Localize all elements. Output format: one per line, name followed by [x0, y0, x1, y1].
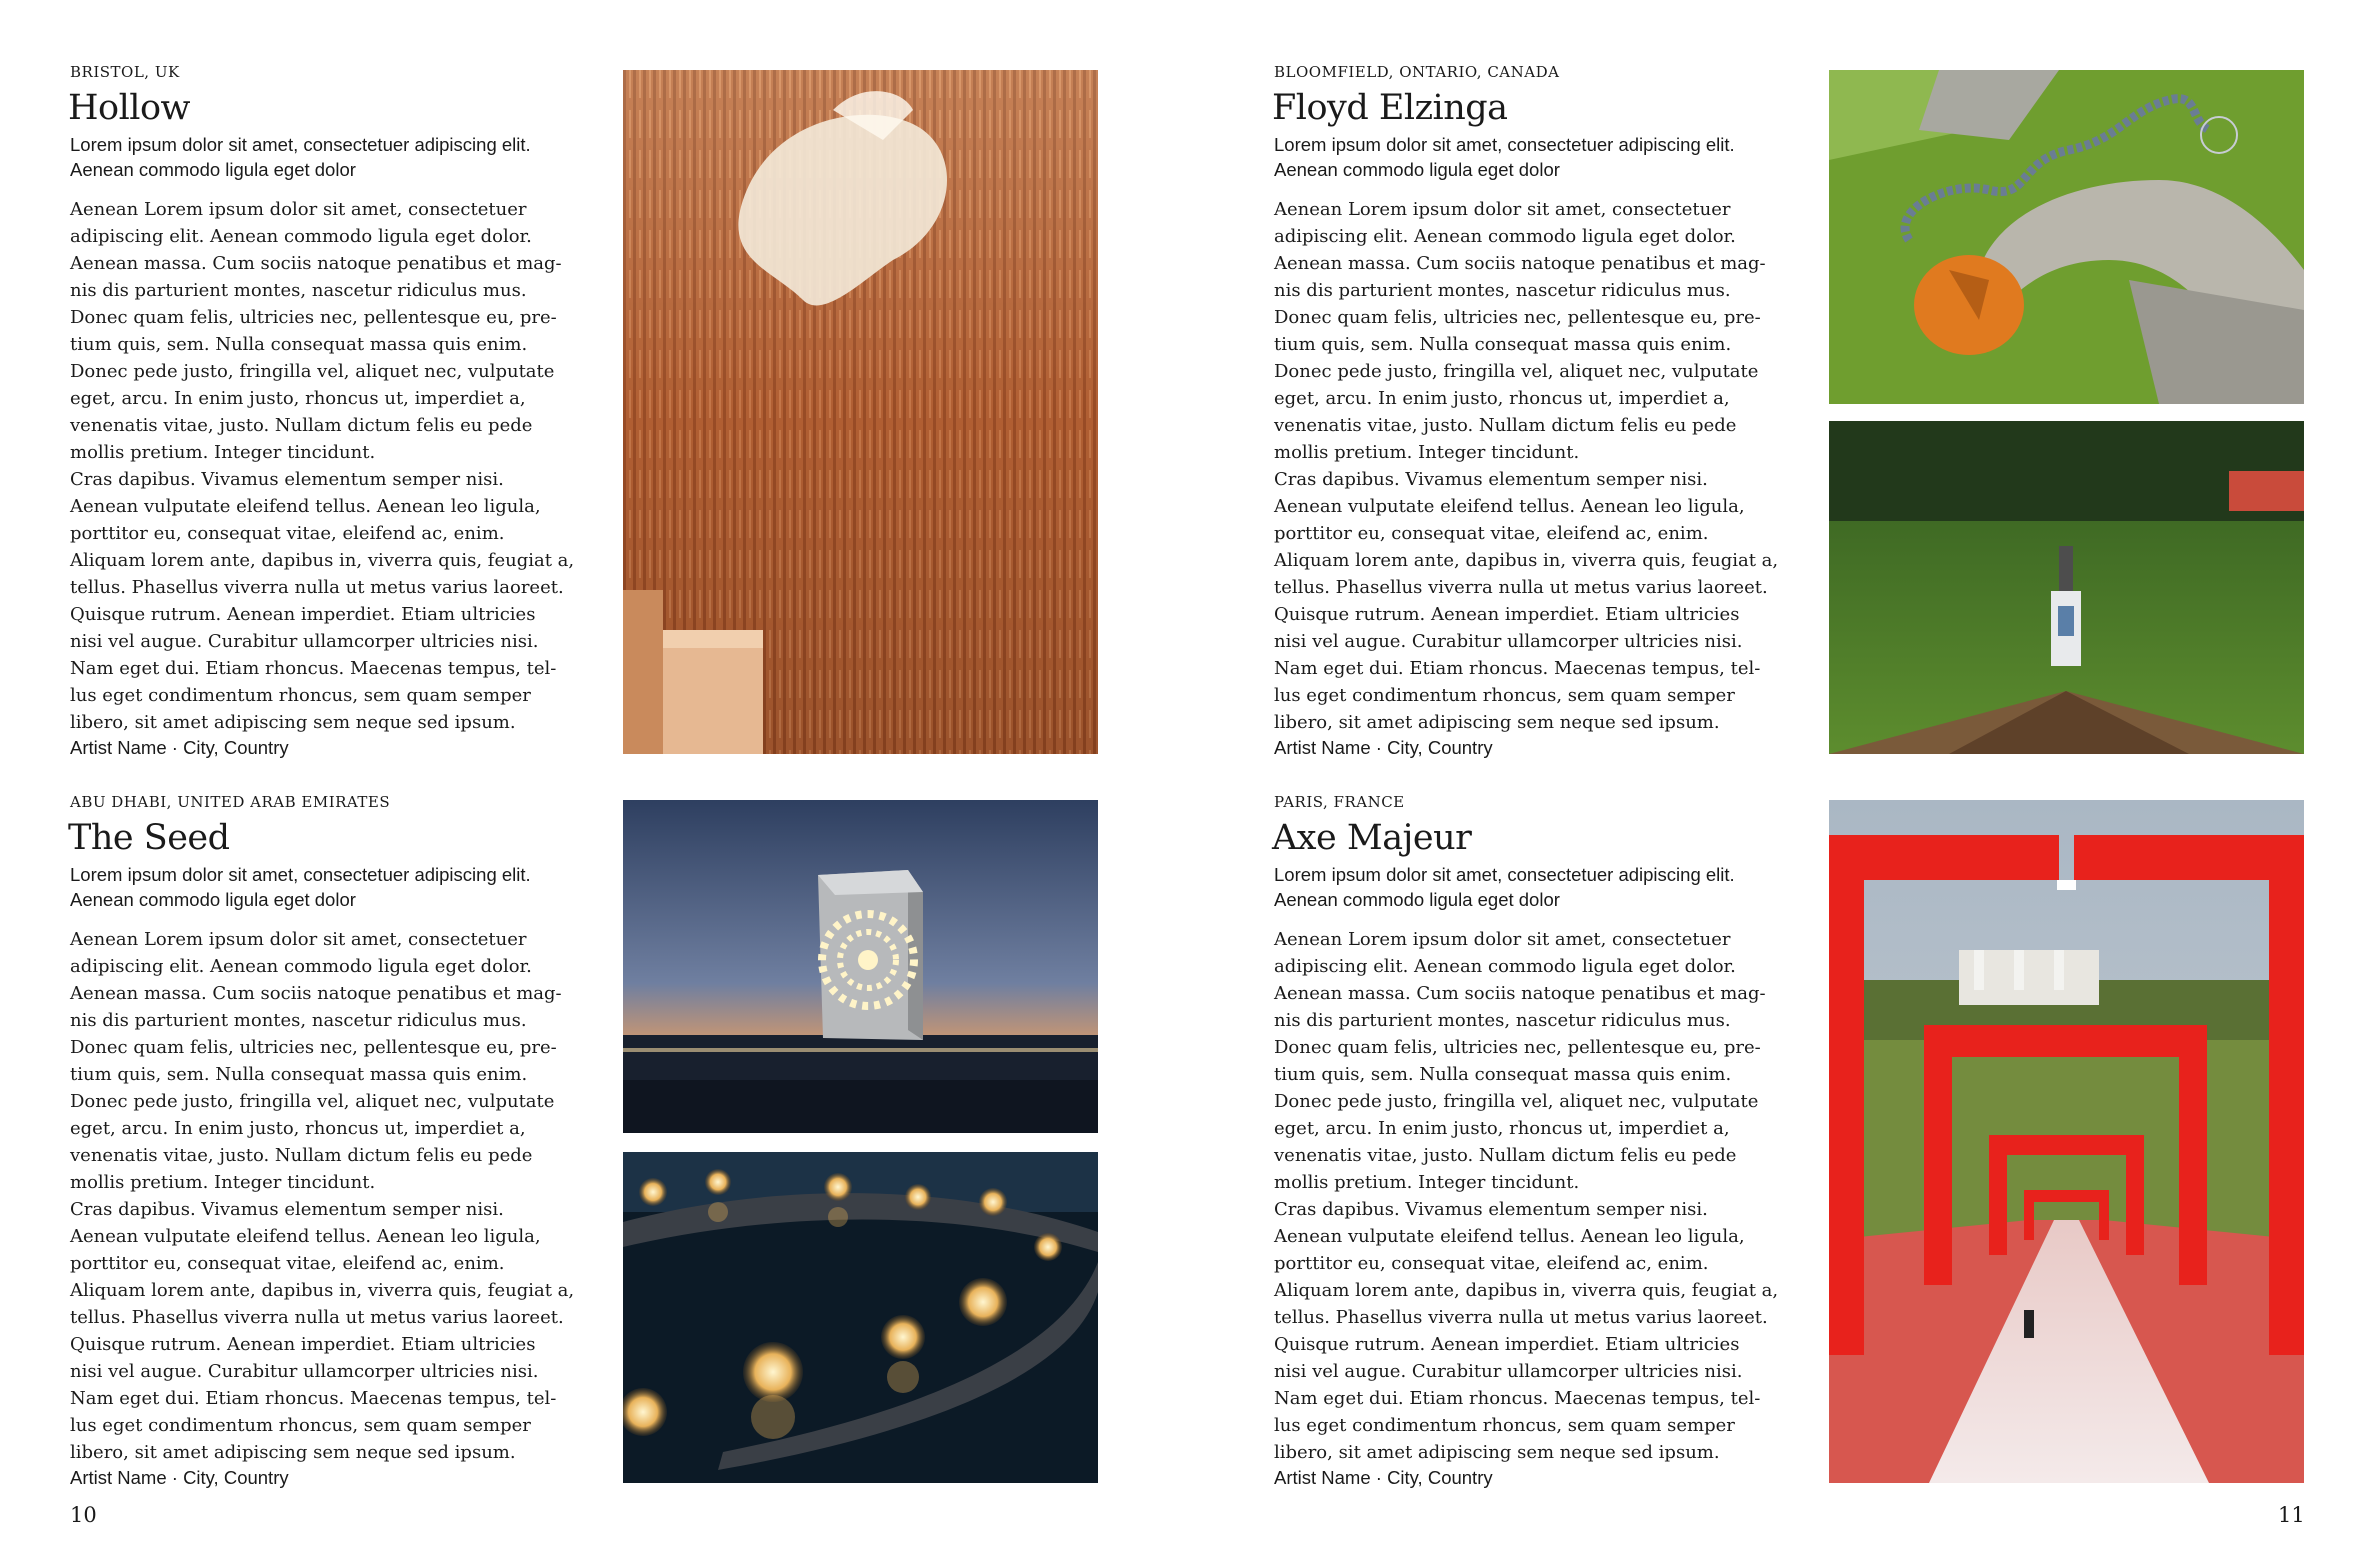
- entry-credit: Artist Name · City, Country: [1274, 1467, 1493, 1488]
- entry-body: Aenean Lorem ipsum dolor sit amet, consectetuer adipiscing elit. Aenean commodo ligula eget dolor. Aenean massa. Cum sociis natoque penatibus et mag- nis dis parturient montes, nascetur ridiculus mus. Donec quam felis, ultricies nec, pellentesque eu, pre- tium quis, sem. Nulla consequat massa quis enim. Donec pede justo, fringilla vel, aliquet nec, vulputate eget, arcu. In enim justo, rhoncus ut, imperdiet a, venenatis vitae, justo. Nullam dictum felis eu pede mollis pretium. Integer tincidunt. Cras dapibus. Vivamus elementum semper nisi. Aenean vulputate eleifend tellus. Aenean leo ligula, porttitor eu, consequat vitae, eleifend ac, enim. Aliquam lorem ante, dapibus in, viverra quis, feugiat a, tellus. Phasellus viverra nulla ut metus varius laoreet. Quisque rutrum. Aenean imperdiet. Etiam ultricies nisi vel augue. Curabitur ullamcorper ultricies nisi. Nam eget dui. Etiam rhoncus. Maecenas tempus, tel- lus eget condimentum rhoncus, sem quam semper libero, sit amet adipiscing sem neque sed ipsum.: [1274, 199, 1779, 733]
- entry-credit: Artist Name · City, Country: [1274, 737, 1493, 758]
- photo-axe-majeur-red-arches: [1829, 800, 2304, 1483]
- entry-location: BRISTOL, UK: [70, 63, 180, 81]
- entry-credit: Artist Name · City, Country: [70, 1467, 289, 1488]
- entry-the-seed: [68, 792, 588, 1490]
- entry-body: Aenean Lorem ipsum dolor sit amet, consectetuer adipiscing elit. Aenean commodo ligula eget dolor. Aenean massa. Cum sociis natoque penatibus et mag- nis dis parturient montes, nascetur ridiculus mus. Donec quam felis, ultricies nec, pellentesque eu, pre- tium quis, sem. Nulla consequat massa quis enim. Donec pede justo, fringilla vel, aliquet nec, vulputate eget, arcu. In enim justo, rhoncus ut, imperdiet a, venenatis vitae, justo. Nullam dictum felis eu pede mollis pretium. Integer tincidunt. Cras dapibus. Vivamus elementum semper nisi. Aenean vulputate eleifend tellus. Aenean leo ligula, porttitor eu, consequat vitae, eleifend ac, enim. Aliquam lorem ante, dapibus in, viverra quis, feugiat a, tellus. Phasellus viverra nulla ut metus varius laoreet. Quisque rutrum. Aenean imperdiet. Etiam ultricies nisi vel augue. Curabitur ullamcorper ultricies nisi. Nam eget dui. Etiam rhoncus. Maecenas tempus, tel- lus eget condimentum rhoncus, sem quam semper libero, sit amet adipiscing sem neque sed ipsum.: [70, 199, 575, 733]
- entry-lede: Lorem ipsum dolor sit amet, consectetuer adipiscing elit. Aenean commodo ligula eget dolor: [1274, 864, 1735, 910]
- entry-body: Aenean Lorem ipsum dolor sit amet, consectetuer adipiscing elit. Aenean commodo ligula eget dolor. Aenean massa. Cum sociis natoque penatibus et mag- nis dis parturient montes, nascetur ridiculus mus. Donec quam felis, ultricies nec, pellentesque eu, pre- tium quis, sem. Nulla consequat massa quis enim. Donec pede justo, fringilla vel, aliquet nec, vulputate eget, arcu. In enim justo, rhoncus ut, imperdiet a, venenatis vitae, justo. Nullam dictum felis eu pede mollis pretium. Integer tincidunt. Cras dapibus. Vivamus elementum semper nisi. Aenean vulputate eleifend tellus. Aenean leo ligula, porttitor eu, consequat vitae, eleifend ac, enim. Aliquam lorem ante, dapibus in, viverra quis, feugiat a, tellus. Phasellus viverra nulla ut metus varius laoreet. Quisque rutrum. Aenean imperdiet. Etiam ultricies nisi vel augue. Curabitur ullamcorper ultricies nisi. Nam eget dui. Etiam rhoncus. Maecenas tempus, tel- lus eget condimentum rhoncus, sem quam semper libero, sit amet adipiscing sem neque sed ipsum.: [1274, 929, 1779, 1463]
- photo-floyd-lawn-pipe: [1829, 421, 2304, 754]
- entry-location: ABU DHABI, UNITED ARAB EMIRATES: [70, 793, 391, 811]
- photo-seed-cube: [623, 800, 1098, 1133]
- entry-title: The Seed: [68, 818, 230, 858]
- entry-lede: Lorem ipsum dolor sit amet, consectetuer adipiscing elit. Aenean commodo ligula eget dolor: [1274, 134, 1735, 180]
- entry-hollow: [68, 62, 588, 760]
- entry-credit: Artist Name · City, Country: [70, 737, 289, 758]
- photo-seed-glowing-spheres: [623, 1152, 1098, 1483]
- entry-title: Axe Majeur: [1272, 818, 1472, 858]
- entry-location: PARIS, FRANCE: [1274, 793, 1405, 811]
- page-number-right: 11: [2278, 1503, 2305, 1527]
- entry-title: Floyd Elzinga: [1272, 88, 1508, 128]
- entry-lede: Lorem ipsum dolor sit amet, consectetuer adipiscing elit. Aenean commodo ligula eget dolor: [70, 134, 531, 180]
- entry-title: Hollow: [68, 88, 191, 128]
- entry-floyd-elzinga: [1272, 62, 1792, 760]
- entry-axe-majeur: [1272, 792, 1792, 1490]
- entry-lede: Lorem ipsum dolor sit amet, consectetuer adipiscing elit. Aenean commodo ligula eget dolor: [70, 864, 531, 910]
- photo-hollow-wood-installation: [623, 70, 1098, 754]
- entry-location: BLOOMFIELD, ONTARIO, CANADA: [1274, 63, 1560, 81]
- page-number-left: 10: [70, 1503, 97, 1527]
- entry-body: Aenean Lorem ipsum dolor sit amet, consectetuer adipiscing elit. Aenean commodo ligula eget dolor. Aenean massa. Cum sociis natoque penatibus et mag- nis dis parturient montes, nascetur ridiculus mus. Donec quam felis, ultricies nec, pellentesque eu, pre- tium quis, sem. Nulla consequat massa quis enim. Donec pede justo, fringilla vel, aliquet nec, vulputate eget, arcu. In enim justo, rhoncus ut, imperdiet a, venenatis vitae, justo. Nullam dictum felis eu pede mollis pretium. Integer tincidunt. Cras dapibus. Vivamus elementum semper nisi. Aenean vulputate eleifend tellus. Aenean leo ligula, porttitor eu, consequat vitae, eleifend ac, enim. Aliquam lorem ante, dapibus in, viverra quis, feugiat a, tellus. Phasellus viverra nulla ut metus varius laoreet. Quisque rutrum. Aenean imperdiet. Etiam ultricies nisi vel augue. Curabitur ullamcorper ultricies nisi. Nam eget dui. Etiam rhoncus. Maecenas tempus, tel- lus eget condimentum rhoncus, sem quam semper libero, sit amet adipiscing sem neque sed ipsum.: [70, 929, 575, 1463]
- photo-floyd-aerial-sculpture: [1829, 70, 2304, 404]
